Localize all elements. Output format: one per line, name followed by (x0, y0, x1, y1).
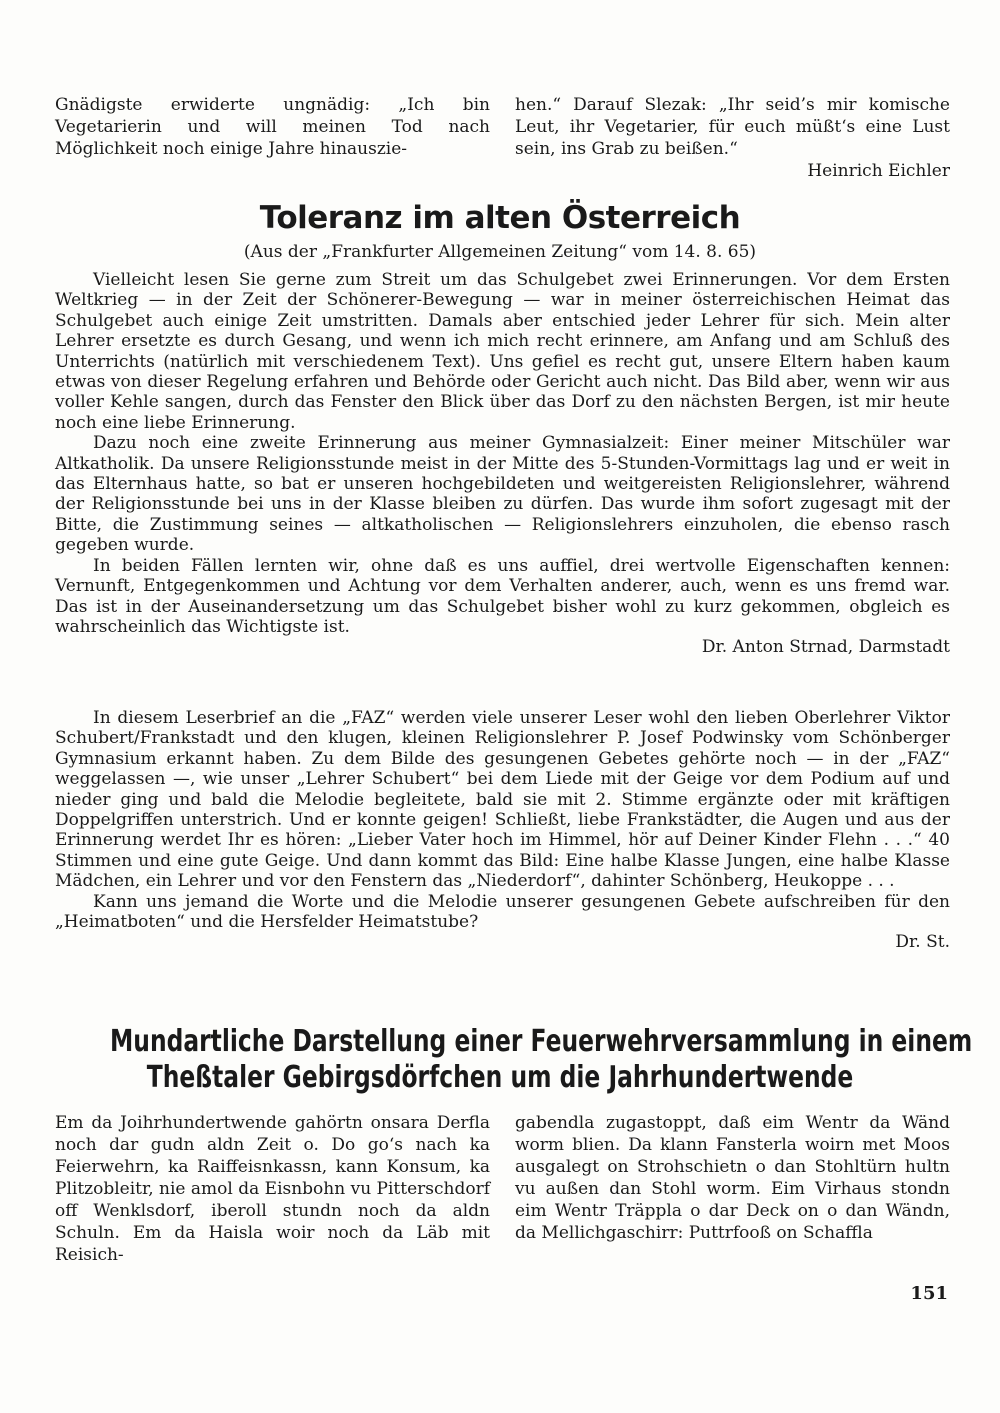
top-right-column (515, 94, 950, 182)
article1-paragraph: Vielleicht lesen Sie gerne zum Streit um das Schulgebet zwei Erinnerungen. Vor dem Ersten Weltkrieg — in der Zeit der Schönerer-Bewegung — war in meiner österreichischen Heimat das Schulgebet auch einige Zeit umstritten. Damals aber entschied jeder Lehrer für sich. Mein alter Lehrer ersetzte es durch Gesang, und wenn ich mich recht erinnere, am Anfang und am Schluß des Unterrichts (natürlich mit verschiedenem Text). Uns gefiel es recht gut, unsere Eltern haben kaum etwas von dieser Regelung erfahren und Behörde oder Gericht auch nicht. Das Bild aber, wenn wir aus voller Kehle sangen, durch das Fenster den Blick über das Dorf zu den nächsten Bergen, ist mir heute noch eine liebe Erinnerung. (55, 270, 950, 433)
top-right-text: hen.“ Darauf Slezak: „Ihr seid’s mir komische Leut, ihr Vegetarier, für euch müßt‘s eine Lust sein, ins Grab zu beißen.“ (515, 95, 950, 159)
top-signature: Heinrich Eichler (807, 161, 950, 181)
article2-title-line2: Theßtaler Gebirgsdörfchen um die Jahrhundertwende (146, 1060, 854, 1095)
top-left-column (55, 94, 490, 182)
article2-left-column (55, 1112, 490, 1266)
commentary-paragraph: Kann uns jemand die Worte und die Melodie unserer gesungenen Gebete aufschreiben für den „Heimatboten“ und die Hersfelder Heimatstube? (55, 891, 950, 933)
article2-left-text: Em da Joihrhundertwende gahörtn onsara Derfla noch dar gudn aldn Zeit o. Do go‘s nach ka Feierwehrn, ka Raiffeisnkassn, kann Konsum, ka Plitzobleitr, nie amol da Eisnbohn vu Pitterschdorf off Wenklsdorf, iberoll stundn noch da aldn Schuln. Em da Haisla woir noch da Läb mit Reisich- (55, 1113, 491, 1265)
article2-title-line1: Mundartliche Darstellung einer Feuerwehrversammlung in einem (110, 1024, 973, 1059)
top-continuation (55, 94, 950, 182)
article2-right-column (515, 1112, 950, 1266)
commentary-paragraph: In diesem Leserbrief an die „FAZ“ werden viele unserer Leser wohl den lieben Oberlehrer Viktor Schubert/Frankstadt und den klugen, kleinen Religionslehrer P. Josef Podwinsky vom Schönberger Gymnasium erkannt haben. Zu dem Bilde des gesungenen Gebetes gehörte noch — in der „FAZ“ weggelassen —, wie unser „Lehrer Schubert“ bei dem Liede mit der Geige vor dem Podium auf und nieder ging und bald die Melodie begleitete, bald sie mit 2. Stimme ergänzte oder mit kräftigen Doppelgriffen unterstrich. Und er konnte geigen! Schließt, liebe Frankstädter, die Augen und aus der Erinnerung werdet Ihr es hören: „Lieber Vater hoch im Himmel, hör auf Deiner Kinder Flehn . . .“ 40 Stimmen und eine gute Geige. Und dann kommt das Bild: Eine halbe Klasse Jungen, eine halbe Klasse Mädchen, ein Lehrer und vor den Fenstern das „Niederdorf“, dahinter Schönberg, Heukoppe . . . (55, 708, 950, 892)
commentary-signature: Dr. St. (895, 932, 950, 953)
top-left-text: Gnädigste erwiderte ungnädig: „Ich bin Vegetarierin und will meinen Tod nach Möglichkeit noch einige Jahre hinauszie- (55, 95, 490, 159)
commentary-body (55, 708, 950, 953)
article1-paragraph: In beiden Fällen lernten wir, ohne daß es uns auffiel, drei wertvolle Eigenschaften kennen: Vernunft, Entgegenkommen und Achtung vor dem Verhalten anderer, auch, wenn es uns fremd war. Das ist in der Auseinandersetzung um das Schulgebet bisher wohl zu kurz gekommen, obgleich es wahrscheinlich das Wichtigste ist. (55, 555, 950, 637)
article1-header (0, 200, 1000, 262)
article2-columns (55, 1112, 950, 1266)
article1-source: (Aus der „Frankfurter Allgemeinen Zeitung“ vom 14. 8. 65) (243, 242, 757, 262)
article1-paragraph: Dazu noch eine zweite Erinnerung aus meiner Gymnasialzeit: Einer meiner Mitschüler war Altkatholik. Da unsere Religionsstunde meist in der Mitte des 5-Stunden-Vormittags lag und er weit in das Elternhaus hatte, so bat er unseren hochgebildeten und weitgereisten Religionslehrer, während der Religionsstunde bei uns in der Klasse bleiben zu dürfen. Das wurde ihm sofort zugesagt mit der Bitte, die Zustimmung seines — altkatholischen — Religionslehrers einzuholen, die ebenso rasch gegeben wurde. (55, 433, 950, 556)
article1-body (55, 270, 950, 658)
article1-title: Toleranz im alten Österreich (259, 200, 741, 236)
article2-right-text: gabendla zugastoppt, daß eim Wentr da Wänd worm blien. Da klann Fansterla woirn met Moos ausgalegt on Strohschietn o dan Stohltürn hultn vu außen dan Stohl worm. Eim Virhaus stondn eim Wentr Träppla o dar Deck on o dan Wändn, da Mellichgaschirr: Puttrfooß on Schaffla (515, 1113, 950, 1243)
article2-header (0, 1024, 1000, 1096)
page-number: 151 (910, 1283, 948, 1304)
article1-signature: Dr. Anton Strnad, Darmstadt (701, 637, 950, 658)
